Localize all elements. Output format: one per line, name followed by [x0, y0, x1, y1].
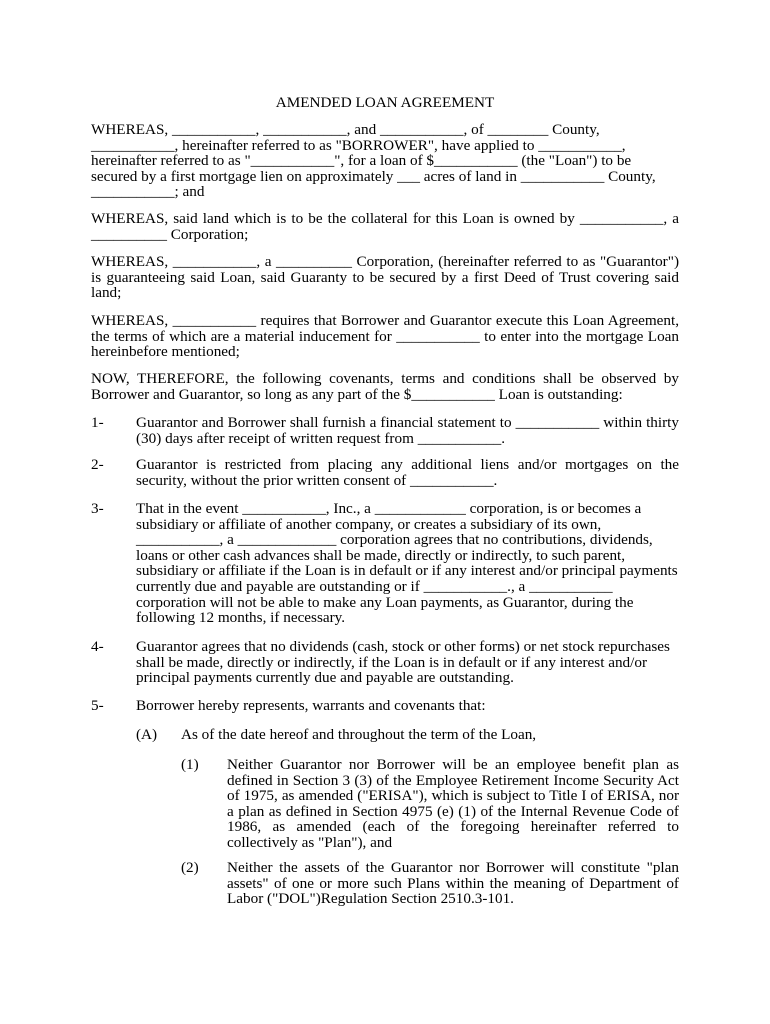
clause-number: 5- — [91, 697, 104, 714]
subclause-letter: (A) — [136, 726, 158, 743]
clause-text: Guarantor and Borrower shall furnish a financial statement to ___________ within thirty (30) days after receipt of written request from ___________. — [136, 414, 679, 447]
subitem-text: Neither Guarantor nor Borrower will be an employee benefit plan as defined in Section 3 (3) of the Employee Retirement Income Security Act of 1975, as amended ("ERISA"), which is subject to Title I of ERISA, nor a plan as defined in Section 4975 (e) (1) of the Internal Revenue Code of 1986, as amended (each of the foregoing hereinafter referred to collectively as "Plan"), and — [227, 756, 679, 851]
subclause-text: As of the date hereof and throughout the term of the Loan, — [181, 726, 537, 743]
clause-text: Guarantor is restricted from placing any additional liens and/or mortgages on the security, without the prior written consent of ___________. — [136, 456, 679, 489]
recital-lender-requirement: WHEREAS, ___________ requires that Borrower and Guarantor execute this Loan Agreement, the terms of which are a material inducement for ___________ to enter into the mortgage Loan hereinbefore mentioned; — [91, 312, 679, 361]
recital-collateral: WHEREAS, said land which is to be the collateral for this Loan is owned by ___________, a __________ Corporation; — [91, 210, 679, 243]
document-title: AMENDED LOAN AGREEMENT — [275, 94, 495, 111]
clause-text: Borrower hereby represents, warrants and covenants that: — [136, 697, 486, 714]
clause-text: That in the event ___________, Inc., a ____________ corporation, is or becomes a subsidiary or affiliate of another company, or creates a subsidiary of its own, ___________, a _____________ corporation agrees that no contributions, dividends, loans or other cash advances shall be made, directly or indirectly, to such parent, subsidiary or affiliate if the Loan is in default or if any interest and/or principal payments currently due and payable are outstanding or if ___________., a ___________ corporation will not be able to make any Loan payments, as Guarantor, during the following 12 months, if necessary. — [136, 500, 678, 627]
recital-guarantor: WHEREAS, ___________, a __________ Corporation, (hereinafter referred to as "Guarantor") is guaranteeing said Loan, said Guaranty to be secured by a first Deed of Trust covering said land; — [91, 253, 679, 302]
clause-number: 3- — [91, 500, 104, 517]
subitem-number: (2) — [181, 859, 199, 876]
clause-text: Guarantor agrees that no dividends (cash, stock or other forms) or net stock repurchases shall be made, directly or indirectly, if the Loan is in default or if any interest and/or principal payments currently due and payable are outstanding. — [136, 638, 670, 687]
clause-number: 4- — [91, 638, 104, 655]
subitem-number: (1) — [181, 756, 199, 773]
recital-now-therefore: NOW, THEREFORE, the following covenants, terms and conditions shall be observed by Borrower and Guarantor, so long as any part of the $___________ Loan is outstanding: — [91, 370, 679, 403]
recital-borrower: WHEREAS, ___________, ___________, and ___________, of ________ County, ___________, hereinafter referred to as "BORROWER", have applied to ___________, hereinafter referred to as "___________", for a loan of $___________ (the "Loan") to be secured by a first mortgage lien on approximately ___ acres of land in ___________ County, ___________; and — [91, 121, 656, 201]
clause-number: 2- — [91, 456, 104, 473]
subitem-text: Neither the assets of the Guarantor nor Borrower will constitute "plan assets" of one or more such Plans within the meaning of Department of Labor ("DOL")Regulation Section 2510.3-101. — [227, 859, 679, 908]
clause-number: 1- — [91, 414, 104, 431]
